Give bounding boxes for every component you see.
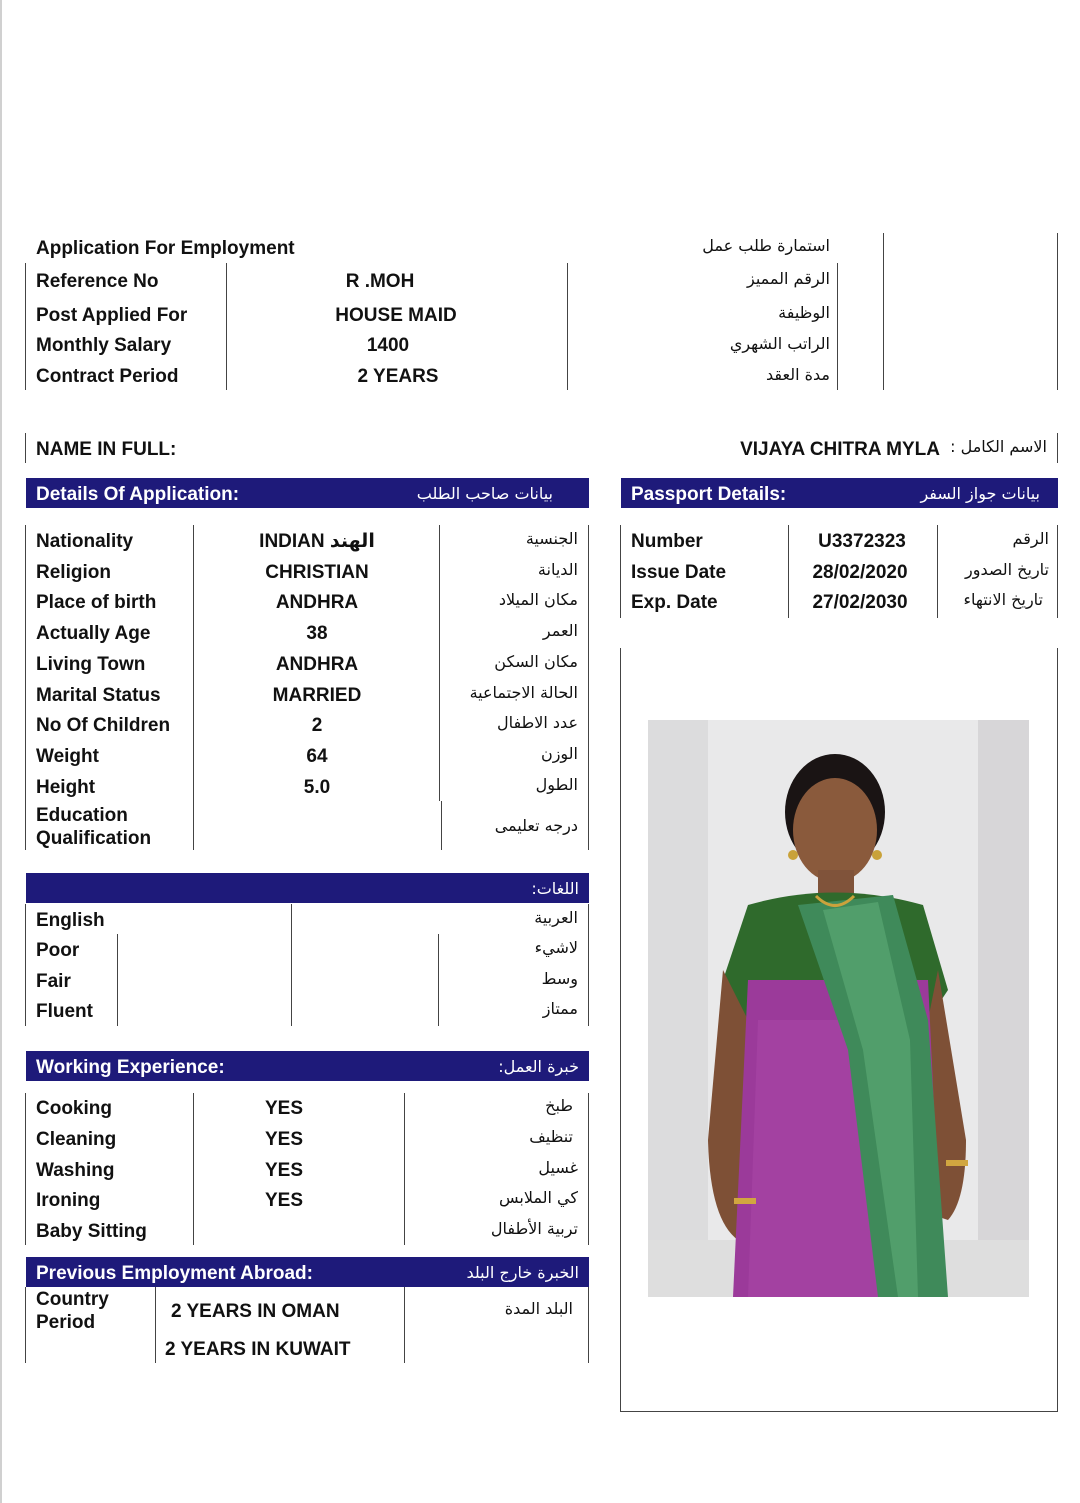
cooking-label-ar: طبخ xyxy=(545,1096,573,1115)
marital-status-label-ar: الحالة الاجتماعية xyxy=(469,683,578,702)
weight-label: Weight xyxy=(36,746,99,767)
ironing-value: YES xyxy=(265,1190,304,1211)
washing-label-ar: غسيل xyxy=(538,1158,578,1177)
issue-date-value: 28/02/2020 xyxy=(812,562,908,583)
languages-divider-1 xyxy=(117,934,118,1026)
nationality-label: Nationality xyxy=(36,531,134,552)
exp-date-value: 27/02/2030 xyxy=(812,592,908,613)
header-divider-4 xyxy=(883,233,884,390)
country-period-label-ar: البلد المدة xyxy=(504,1299,573,1318)
passport-number-value: U3372323 xyxy=(818,531,906,552)
language-poor-label-ar: لاشيء xyxy=(534,938,578,957)
baby-sitting-label-ar: تربية الأطفال xyxy=(490,1219,578,1238)
language-english-label: English xyxy=(36,910,105,931)
place-of-birth-label: Place of birth xyxy=(36,592,157,613)
children-label: No Of Children xyxy=(36,715,171,736)
experience-divider-1 xyxy=(193,1093,194,1245)
children-value: 2 xyxy=(311,715,323,736)
details-left-border xyxy=(25,525,26,850)
age-label-ar: العمر xyxy=(542,621,578,640)
experience-title-ar: خبرة العمل: xyxy=(498,1057,579,1076)
height-value: 5.0 xyxy=(303,777,331,798)
details-right-border xyxy=(588,525,589,850)
experience-left-border xyxy=(25,1093,26,1245)
details-title: Details Of Application: xyxy=(36,484,240,505)
abroad-right-border xyxy=(588,1287,589,1363)
height-label: Height xyxy=(36,777,96,798)
post-applied-label: Post Applied For xyxy=(36,305,188,326)
details-header-bar xyxy=(26,478,589,508)
abroad-divider-1 xyxy=(155,1287,156,1363)
language-fair-label: Fair xyxy=(36,971,71,992)
languages-right-border xyxy=(588,904,589,1026)
languages-left-border xyxy=(25,904,26,1026)
abroad-header-bar xyxy=(26,1257,589,1287)
cooking-label: Cooking xyxy=(36,1098,112,1119)
name-value: VIJAYA CHITRA MYLA xyxy=(740,439,940,460)
language-arabic-label-ar: العربية xyxy=(534,908,578,927)
age-label: Actually Age xyxy=(36,623,151,644)
issue-date-label-ar: تاريخ الصدور xyxy=(965,560,1049,579)
page-left-edge xyxy=(0,0,2,1503)
monthly-salary-value: 1400 xyxy=(366,335,410,356)
photo-frame-right xyxy=(1057,648,1058,1412)
passport-right-border xyxy=(1057,525,1058,618)
monthly-salary-label: Monthly Salary xyxy=(36,335,172,356)
children-label-ar: عدد الاطفال xyxy=(496,713,578,732)
nationality-label-ar: الجنسية xyxy=(525,529,578,548)
abroad-title: Previous Employment Abroad: xyxy=(36,1263,313,1284)
washing-label: Washing xyxy=(36,1160,115,1181)
cleaning-label-ar: تنظيف xyxy=(529,1127,573,1146)
cooking-value: YES xyxy=(265,1098,304,1119)
languages-divider-2 xyxy=(291,904,292,1026)
exp-date-label-ar: تاريخ الانتهاء xyxy=(963,590,1043,609)
abroad-title-ar: الخبرة خارج البلد xyxy=(466,1263,579,1282)
religion-value: CHRISTIAN xyxy=(265,562,369,583)
place-of-birth-value: ANDHRA xyxy=(275,592,359,613)
details-divider-2 xyxy=(439,525,440,801)
passport-left-border xyxy=(620,525,621,618)
monthly-salary-label-ar: الراتب الشهري xyxy=(729,334,830,353)
experience-header-bar xyxy=(26,1051,589,1081)
issue-date-label: Issue Date xyxy=(631,562,727,583)
living-town-label-ar: مكان السكن xyxy=(494,652,578,671)
header-divider-1 xyxy=(226,263,227,390)
application-title-ar: استمارة طلب عمل xyxy=(702,236,830,255)
height-label-ar: الطول xyxy=(535,775,578,794)
period-label: Period xyxy=(36,1312,96,1333)
abroad-entry-kuwait: 2 YEARS IN KUWAIT xyxy=(165,1339,351,1360)
details-divider-2b xyxy=(441,801,442,850)
languages-title-ar: اللغات: xyxy=(531,879,579,898)
reference-no-value: R .MOH xyxy=(345,271,415,292)
passport-number-label: Number xyxy=(631,531,703,552)
details-divider-1 xyxy=(193,525,194,850)
place-of-birth-label-ar: مكان الميلاد xyxy=(498,590,578,609)
abroad-divider-2 xyxy=(404,1287,405,1363)
country-label: Country xyxy=(36,1289,109,1310)
education-label-line2: Qualification xyxy=(36,828,152,849)
post-applied-value: HOUSE MAID xyxy=(335,305,457,326)
header-left-border xyxy=(25,263,26,390)
contract-period-value: 2 YEARS xyxy=(357,366,439,387)
name-label-ar: الاسم الكامل : xyxy=(950,437,1047,456)
reference-no-label: Reference No xyxy=(36,271,159,292)
ironing-label-ar: كي الملابس xyxy=(498,1188,578,1207)
religion-label: Religion xyxy=(36,562,111,583)
photo-frame-bottom xyxy=(620,1411,1058,1412)
header-divider-3 xyxy=(837,263,838,390)
experience-title: Working Experience: xyxy=(36,1057,225,1078)
passport-number-label-ar: الرقم xyxy=(1012,529,1049,548)
details-title-ar: بيانات صاحب الطلب xyxy=(416,484,553,503)
religion-label-ar: الديانة xyxy=(537,560,578,579)
name-left-border xyxy=(25,433,26,463)
passport-title: Passport Details: xyxy=(631,484,787,505)
photo-frame-left xyxy=(620,648,621,1412)
washing-value: YES xyxy=(265,1160,304,1181)
contract-period-label-ar: مدة العقد xyxy=(766,365,830,384)
exp-date-label: Exp. Date xyxy=(631,592,718,613)
language-fair-label-ar: وسط xyxy=(541,969,578,988)
application-title: Application For Employment xyxy=(36,238,295,259)
living-town-value: ANDHRA xyxy=(275,654,359,675)
living-town-label: Living Town xyxy=(36,654,146,675)
reference-no-label-ar: الرقم المميز xyxy=(746,269,830,288)
education-label-line1: Education xyxy=(36,805,128,826)
marital-status-value: MARRIED xyxy=(272,685,362,706)
weight-value: 64 xyxy=(306,746,328,767)
header-right-border xyxy=(1057,233,1058,390)
language-fluent-label: Fluent xyxy=(36,1001,93,1022)
education-label-ar: درجه تعليمى xyxy=(494,816,578,835)
ironing-label: Ironing xyxy=(36,1190,101,1211)
passport-header-bar xyxy=(621,478,1058,508)
name-label: NAME IN FULL: xyxy=(36,439,177,460)
language-fluent-label-ar: ممتاز xyxy=(542,999,578,1018)
cleaning-label: Cleaning xyxy=(36,1129,117,1150)
weight-label-ar: الوزن xyxy=(540,744,578,763)
abroad-left-border xyxy=(25,1287,26,1363)
experience-divider-2 xyxy=(404,1093,405,1245)
nationality-value: INDIAN الهند xyxy=(259,531,375,552)
cleaning-value: YES xyxy=(265,1129,304,1150)
applicant-photo xyxy=(648,720,1029,1297)
name-right-border xyxy=(1057,433,1058,463)
post-applied-label-ar: الوظيفة xyxy=(778,303,830,322)
experience-right-border xyxy=(588,1093,589,1245)
passport-title-ar: بيانات جواز السفر xyxy=(920,484,1040,503)
languages-divider-3 xyxy=(438,934,439,1026)
age-value: 38 xyxy=(306,623,328,644)
languages-header-bar xyxy=(26,873,589,903)
applicant-photo-illustration xyxy=(648,720,1029,1297)
header-divider-2 xyxy=(567,263,568,390)
contract-period-label: Contract Period xyxy=(36,366,179,387)
abroad-entry-oman: 2 YEARS IN OMAN xyxy=(171,1301,340,1322)
baby-sitting-label: Baby Sitting xyxy=(36,1221,147,1242)
language-poor-label: Poor xyxy=(36,940,80,961)
marital-status-label: Marital Status xyxy=(36,685,161,706)
